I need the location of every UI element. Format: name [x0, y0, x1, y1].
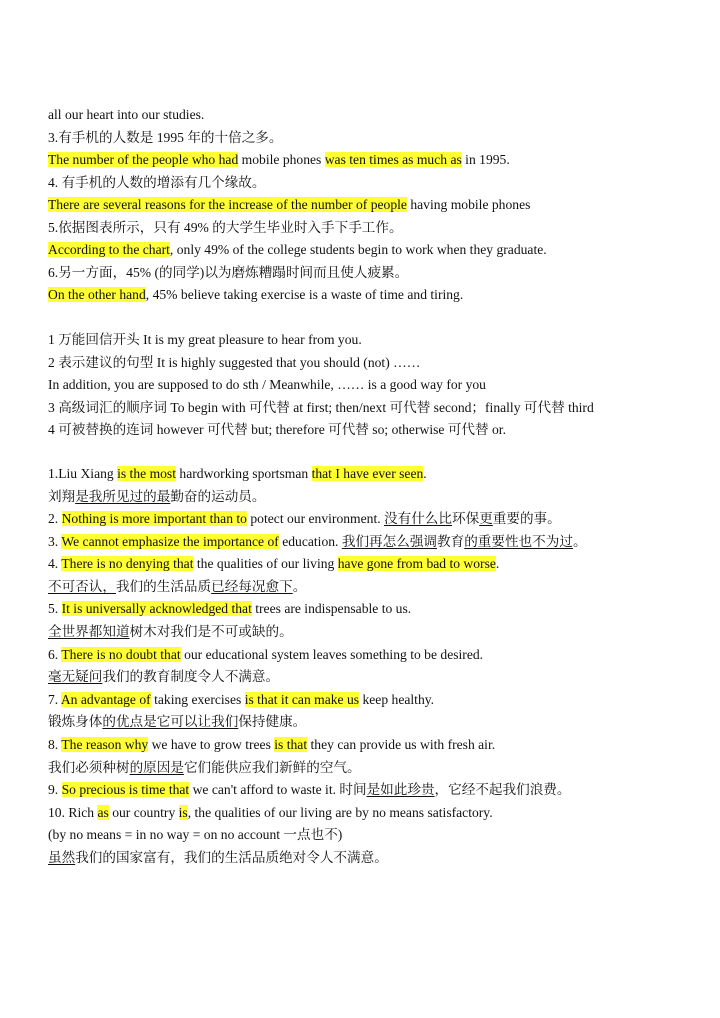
text-line: [48, 263, 408, 283]
text-segment: 1 万能回信开头 It is my great pleasure to hear from you.: [48, 332, 362, 347]
text-segment: hardworking sportsman: [176, 466, 312, 481]
text-segment: keep healthy.: [359, 691, 435, 707]
text-segment: 2 表示建议的句型 It is highly suggested that you should (not) ……: [48, 354, 421, 370]
text-segment: 4 可被替换的连词 however 可代替 but; therefore 可代替 so; otherwise 可代替 or.: [48, 422, 506, 438]
highlighted-phrase: It is universally acknowledged that: [61, 601, 252, 617]
text-segment: 树木对我们是不可或缺的。: [129, 624, 293, 640]
text-segment: 4.: [48, 556, 62, 572]
text-segment: In addition, you are supposed to do sth / Meanwhile, …… is a good way for you: [48, 377, 486, 393]
text-line: [48, 330, 362, 350]
text-segment: 8.: [48, 736, 62, 752]
text-segment: 重要的事。: [492, 511, 561, 527]
text-line: [48, 487, 266, 507]
text-segment: 10. Rich: [48, 804, 98, 820]
text-line: [48, 240, 547, 260]
text-line: [48, 509, 561, 529]
highlighted-phrase: is that: [274, 736, 308, 752]
text-segment: in 1995.: [461, 152, 510, 167]
text-line: [48, 712, 306, 732]
text-segment: 6.: [48, 646, 62, 662]
text-segment: 勤奋的运动员。: [170, 488, 266, 504]
highlighted-phrase: is: [178, 804, 188, 820]
text-segment: 1.Liu Xiang: [48, 466, 118, 481]
text-line: [48, 735, 495, 755]
text-line: [48, 577, 306, 597]
underlined-phrase: 全世界都知道: [48, 624, 130, 640]
text-segment: 。: [572, 533, 587, 549]
highlighted-phrase: So precious is time that: [61, 782, 190, 798]
text-segment: the qualities of our living: [193, 556, 338, 572]
text-segment: 教育: [437, 533, 465, 549]
text-line: [48, 848, 388, 868]
highlighted-phrase: have gone from bad to worse: [337, 556, 496, 572]
underlined-phrase: 的优点是它可以让我们: [102, 714, 239, 730]
underlined-phrase: 虽然: [48, 849, 76, 865]
highlighted-phrase: An advantage of: [60, 691, 151, 707]
text-segment: 5.依据图表所示，只有 49% 的大学生毕业时入手下手工作。: [48, 219, 403, 235]
underlined-phrase: 没有什么比: [384, 511, 452, 527]
text-segment: they can provide us with fresh air.: [307, 736, 496, 752]
underlined-phrase: 是如此珍贵: [366, 782, 435, 798]
text-segment: 它们能供应我们新鲜的空气。: [183, 759, 361, 775]
text-segment: 环保: [452, 511, 480, 527]
text-segment: 。: [292, 578, 307, 594]
text-segment: 我们的生活品质: [115, 578, 212, 594]
highlighted-phrase: is that it can make us: [244, 691, 360, 707]
text-segment: ，它经不起我们浪费。: [434, 782, 571, 798]
text-segment: 6.另一方面，45% (的同学)以为磨炼糟蹋时间而且使人疲累。: [48, 264, 409, 280]
text-segment: , the qualities of our living are by no means satisfactory.: [187, 804, 493, 820]
underlined-phrase: 是我所见过的最: [75, 488, 171, 504]
underlined-phrase: 已经每况愈下: [211, 578, 293, 594]
text-line: [48, 128, 283, 148]
text-segment: .: [423, 466, 427, 481]
text-line: [48, 780, 570, 800]
text-line: [48, 353, 420, 373]
text-segment: our educational system leaves something to be desired.: [180, 646, 484, 662]
text-segment: 保持健康。: [238, 714, 307, 730]
text-segment: 3 高级词汇的顺序词 To begin with 可代替 at first; then/next 可代替 second；finally 可代替 third: [48, 399, 594, 415]
text-line: [48, 622, 293, 642]
text-line: [48, 803, 493, 823]
text-line: [48, 464, 427, 484]
underlined-phrase: 更: [479, 511, 493, 527]
text-segment: 4. 有手机的人数的增添有几个缘故。: [48, 174, 266, 190]
text-segment: 9.: [48, 782, 62, 798]
text-line: [48, 599, 411, 619]
text-segment: having mobile phones: [406, 197, 531, 212]
highlighted-phrase: is the most: [117, 466, 177, 481]
text-segment: .: [495, 556, 500, 572]
text-segment: education.: [278, 533, 342, 549]
text-segment: taking exercises: [150, 691, 245, 707]
underlined-phrase: 的重要性也不为过: [464, 533, 573, 549]
text-segment: , only 49% of the college students begin to work when they graduate.: [169, 242, 547, 257]
text-segment: all our heart into our studies.: [48, 107, 205, 122]
text-line: [48, 420, 506, 440]
highlighted-phrase: The number of the people who had: [48, 152, 239, 167]
text-segment: 刘翔: [48, 488, 76, 504]
highlighted-phrase: Nothing is more important than to: [61, 511, 247, 527]
highlighted-phrase: There is no doubt that: [61, 646, 181, 662]
text-segment: 锻炼身体: [48, 714, 103, 730]
highlighted-phrase: On the other hand: [48, 287, 146, 302]
text-line: [48, 532, 587, 552]
text-segment: (by no means = in no way = on no account 一点也不): [48, 827, 343, 843]
text-line: [48, 825, 342, 845]
text-segment: our country: [108, 804, 179, 820]
text-line: [48, 375, 486, 395]
text-segment: 我们的教育制度令人不满意。: [102, 669, 280, 685]
text-line: [48, 758, 361, 778]
highlighted-phrase: was ten times as much as: [324, 152, 462, 167]
highlighted-phrase: There are several reasons for the increase of the number of people: [48, 197, 407, 212]
text-line: [48, 554, 499, 574]
underlined-phrase: 的原因是: [129, 759, 184, 775]
underlined-phrase: 毫无疑问: [48, 669, 103, 685]
text-segment: , 45% believe taking exercise is a waste of time and tiring.: [145, 287, 464, 302]
underlined-phrase: 我们再怎么强调: [341, 533, 438, 549]
highlighted-phrase: as: [97, 804, 109, 820]
text-line: [48, 398, 594, 418]
highlighted-phrase: We cannot emphasize the importance of: [61, 533, 279, 549]
text-segment: 2.: [48, 511, 62, 527]
highlighted-phrase: According to the chart: [48, 242, 170, 257]
text-segment: 我们的国家富有，我们的生活品质绝对令人不满意。: [75, 849, 388, 865]
text-segment: we can't afford to waste it. 时间: [189, 782, 367, 798]
text-line: [48, 645, 483, 665]
text-segment: potect our environment.: [246, 511, 385, 527]
text-line: [48, 690, 434, 710]
highlighted-phrase: The reason why: [61, 736, 149, 752]
text-segment: 3.: [48, 533, 62, 549]
text-segment: trees are indispensable to us.: [251, 601, 412, 617]
text-segment: 3.有手机的人数是 1995 年的十倍之多。: [48, 129, 283, 145]
text-line: [48, 150, 510, 170]
text-line: [48, 105, 204, 125]
text-line: [48, 667, 279, 687]
text-segment: 我们必须种树: [48, 759, 130, 775]
highlighted-phrase: that I have ever seen: [311, 466, 424, 481]
text-line: [48, 218, 403, 238]
text-line: [48, 195, 530, 215]
text-segment: we have to grow trees: [148, 736, 275, 752]
text-segment: mobile phones: [238, 152, 325, 167]
underlined-phrase: 不可否认，: [48, 578, 116, 594]
text-line: [48, 173, 266, 193]
text-segment: 5.: [48, 601, 62, 617]
text-segment: 7.: [48, 691, 61, 707]
highlighted-phrase: There is no denying that: [61, 556, 194, 572]
text-line: [48, 285, 463, 305]
